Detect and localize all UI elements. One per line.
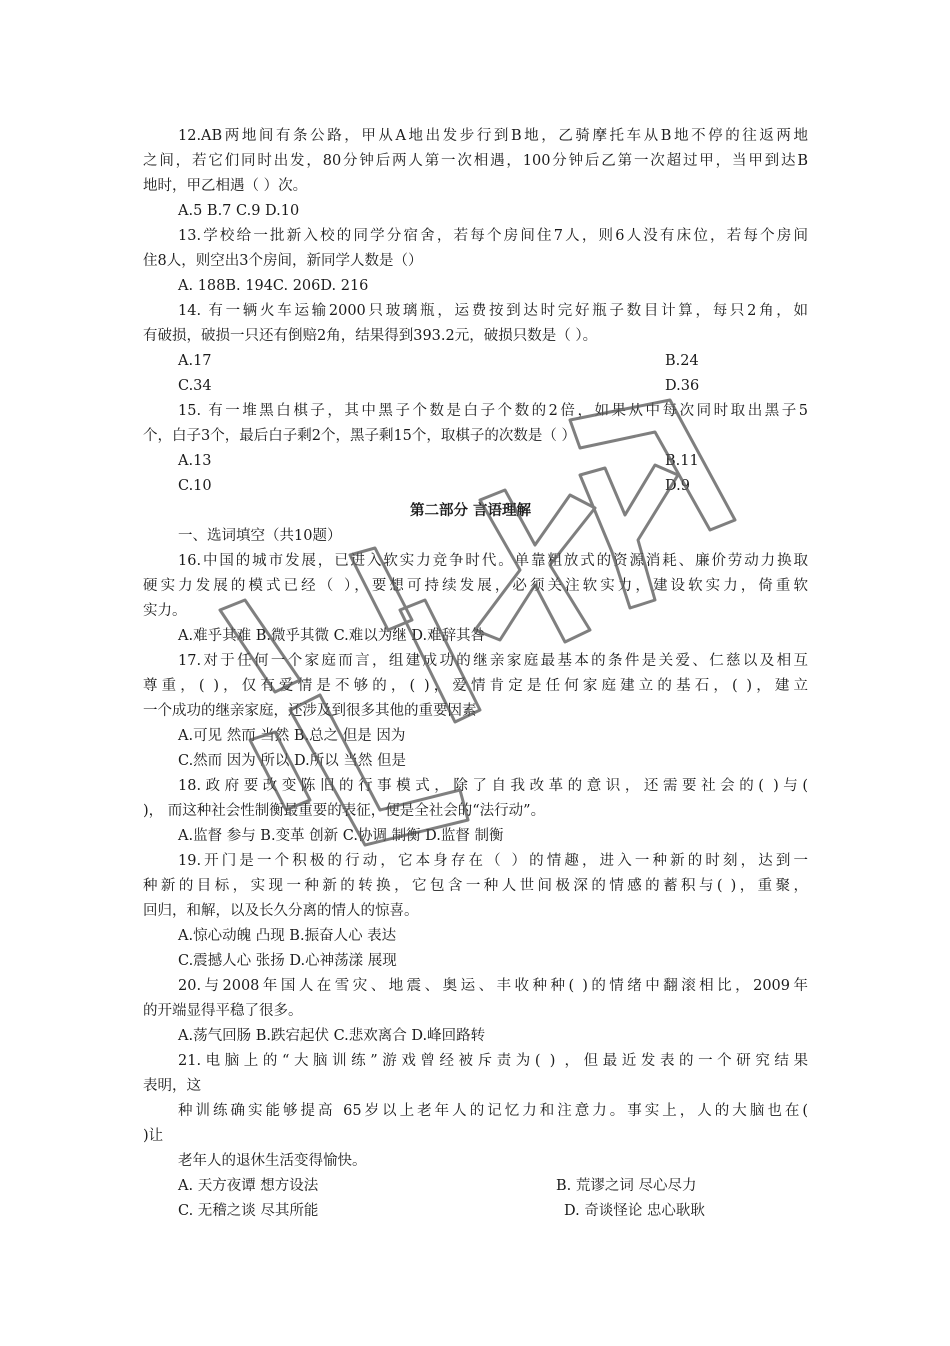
q14-option-d: D.36: [665, 378, 700, 394]
q21-option-c: C. 无稽之谈 尽其所能: [178, 1203, 319, 1219]
q18-line-2: )， 而这种社会性制衡最重要的表征，便是全社会的“法行动”。: [143, 803, 546, 819]
q12-line-1: 12.AB两地间有条公路，甲从A地出发步行到B地，乙骑摩托车从B地不停的往返两地: [178, 128, 808, 144]
q17-line-2: 尊重，( )，仅有爱情是不够的，( )，爱情肯定是任何家庭建立的基石，( )，建立: [143, 678, 808, 694]
q19-line-3: 回归，和解，以及长久分离的情人的惊喜。: [143, 903, 419, 919]
q14-option-b: B.24: [665, 353, 699, 369]
section-heading: 第二部分 言语理解: [410, 502, 532, 519]
q16-line-2: 硬实力发展的模式已经（ ），要想可持续发展，必须关注软实力，建设软实力，倚重软: [143, 578, 808, 594]
q15-line-1: 15. 有一堆黑白棋子，其中黑子个数是白子个数的2倍，如果从中每次同时取出黑子5: [178, 403, 808, 419]
q14-option-c: C.34: [178, 378, 212, 394]
q20-options: A.荡气回肠 B.跌宕起伏 C.悲欢离合 D.峰回路转: [178, 1028, 486, 1044]
q21-line-3: 种训练确实能够提高 65岁以上老年人的记忆力和注意力。事实上，人的大脑也在(: [178, 1103, 808, 1119]
subsection-heading: 一、选词填空（共10题）: [178, 528, 342, 544]
q21-line-5: 老年人的退休生活变得愉快。: [178, 1153, 367, 1169]
q20-line-1: 20.与2008年国人在雪灾、地震、奥运、丰收种种( )的情绪中翻滚相比，2009年: [178, 978, 808, 994]
q21-line-1: 21.电脑上的“大脑训练”游戏曾经被斥责为( ) ，但最近发表的一个研究结果: [178, 1053, 808, 1069]
q12-line-2: 之间，若它们同时出发，80分钟后两人第一次相遇，100分钟后乙第一次超过甲，当甲到达B: [143, 153, 808, 169]
q21-line-4: )让: [143, 1128, 164, 1144]
q21-option-b: B. 荒谬之词 尽心尽力: [556, 1178, 697, 1194]
q17-line-1: 17.对于任何一个家庭而言，组建成功的继亲家庭最基本的条件是关爱、仁慈以及相互: [178, 653, 808, 669]
q16-line-3: 实力。: [143, 603, 187, 619]
q15-option-b: B.11: [665, 453, 699, 469]
q15-option-c: C.10: [178, 478, 212, 494]
q12-line-3: 地时，甲乙相遇（ ）次。: [143, 178, 308, 194]
q14-line-2: 有破损，破损一只还有倒赔2角，结果得到393.2元，破损只数是（ ）。: [143, 328, 598, 344]
q15-option-a: A.13: [178, 453, 212, 469]
q13-line-1: 13.学校给一批新入校的同学分宿舍，若每个房间住7人，则6人没有床位，若每个房间: [178, 228, 808, 244]
q19-options-cd: C.震撼人心 张扬 D.心神荡漾 展现: [178, 953, 397, 969]
q15-option-d: D.9: [665, 478, 690, 494]
q13-options: A. 188B. 194C. 206D. 216: [178, 278, 369, 294]
q14-line-1: 14. 有一辆火车运输2000只玻璃瓶，运费按到达时完好瓶子数目计算，每只2角，如: [178, 303, 808, 319]
q19-line-1: 19.开门是一个积极的行动，它本身存在（ ）的情趣，进入一种新的时刻，达到一: [178, 853, 808, 869]
q13-line-2: 住8人，则空出3个房间，新同学人数是（）: [143, 253, 423, 269]
q16-line-1: 16.中国的城市发展，已进入软实力竞争时代。单靠粗放式的资源消耗、廉价劳动力换取: [178, 553, 808, 569]
q16-options: A.难乎其难 B.微乎其微 C.难以为继 D.难辞其咎: [178, 628, 486, 644]
q17-options-cd: C.然而 因为 所以 D.所以 当然 但是: [178, 753, 406, 769]
q18-options: A.监督 参与 B.变革 创新 C.协调 制衡 D.监督 制衡: [178, 828, 504, 844]
q21-line-2: 表明，这: [143, 1078, 201, 1094]
q19-line-2: 种新的目标，实现一种新的转换，它包含一种人世间极深的情感的蓄积与( )，重聚，: [143, 878, 808, 894]
q12-options: A.5 B.7 C.9 D.10: [178, 203, 300, 219]
q17-options-ab: A.可见 然而 当然 B.总之 但是 因为: [178, 728, 406, 744]
q20-line-2: 的开端显得平稳了很多。: [143, 1003, 303, 1019]
q17-line-3: 一个成功的继亲家庭，还涉及到很多其他的重要因素: [143, 703, 477, 719]
q18-line-1: 18.政府要改变陈旧的行事模式，除了自我改革的意识，还需要社会的( )与(: [178, 778, 808, 794]
q21-option-d: D. 奇谈怪论 忠心耿耿: [564, 1203, 705, 1219]
q21-option-a: A. 天方夜谭 想方设法: [178, 1178, 319, 1194]
q14-option-a: A.17: [178, 353, 212, 369]
q15-line-2: 个，白子3个，最后白子剩2个，黑子剩15个，取棋子的次数是（ ）: [143, 428, 577, 444]
q19-options-ab: A.惊心动魄 凸现 B.振奋人心 表达: [178, 928, 397, 944]
